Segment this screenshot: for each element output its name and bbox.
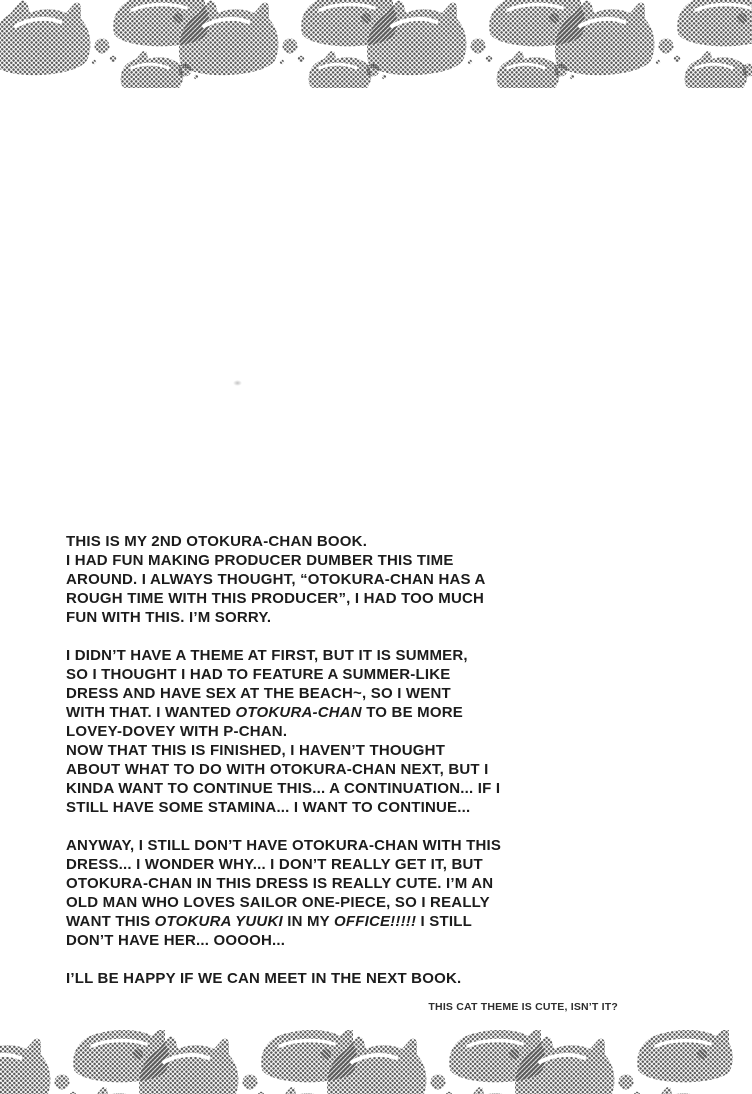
text-line: KINDA WANT TO CONTINUE THIS... A CONTINUATION... IF I: [66, 780, 501, 797]
top-cat-pattern-border: [0, 0, 752, 88]
paragraph: [66, 836, 536, 950]
text-line: NOW THAT THIS IS FINISHED, I HAVEN’T THOUGHT: [66, 742, 446, 759]
text-line: DON’T HAVE HER... OOOOH...: [66, 932, 286, 949]
paragraph: [66, 969, 536, 988]
text-line: WITH THAT. I WANTED OTOKURA-CHAN TO BE MORE: [66, 704, 463, 721]
text-line: ANYWAY, I STILL DON’T HAVE OTOKURA-CHAN WITH THIS: [66, 837, 502, 854]
cat-pattern-top-svg: [0, 0, 752, 88]
footnote: THIS CAT THEME IS CUTE, ISN’T IT?: [428, 1001, 618, 1013]
text-line: ABOUT WHAT TO DO WITH OTOKURA-CHAN NEXT, BUT I: [66, 761, 489, 778]
bottom-cat-pattern-border: [0, 1030, 752, 1094]
cat-pattern-bottom-svg: [0, 1030, 752, 1094]
paragraph: [66, 646, 536, 817]
paragraph: [66, 532, 536, 627]
text-line: FUN WITH THIS. I’M SORRY.: [66, 609, 272, 626]
afterword-text: [66, 532, 536, 988]
text-line: I’LL BE HAPPY IF WE CAN MEET IN THE NEXT BOOK.: [66, 970, 462, 987]
text-line: SO I THOUGHT I HAD TO FEATURE A SUMMER-LIKE: [66, 666, 451, 683]
text-line: THIS IS MY 2ND OTOKURA-CHAN BOOK.: [66, 533, 368, 550]
text-line: ROUGH TIME WITH THIS PRODUCER”, I HAD TOO MUCH: [66, 590, 485, 607]
text-line: DRESS AND HAVE SEX AT THE BEACH~, SO I WENT: [66, 685, 451, 702]
scan-speck: [233, 380, 242, 386]
text-line: LOVEY-DOVEY WITH P-CHAN.: [66, 723, 288, 740]
text-line: OLD MAN WHO LOVES SAILOR ONE-PIECE, SO I REALLY: [66, 894, 490, 911]
text-line: I HAD FUN MAKING PRODUCER DUMBER THIS TIME: [66, 552, 454, 569]
text-line: WANT THIS OTOKURA YUUKI IN MY OFFICE!!!!! I STILL: [66, 913, 472, 930]
text-line: STILL HAVE SOME STAMINA... I WANT TO CONTINUE...: [66, 799, 471, 816]
text-line: AROUND. I ALWAYS THOUGHT, “OTOKURA-CHAN HAS A: [66, 571, 486, 588]
text-line: I DIDN’T HAVE A THEME AT FIRST, BUT IT IS SUMMER,: [66, 647, 468, 664]
text-line: DRESS... I WONDER WHY... I DON’T REALLY GET IT, BUT: [66, 856, 483, 873]
text-line: OTOKURA-CHAN IN THIS DRESS IS REALLY CUTE. I’M AN: [66, 875, 494, 892]
